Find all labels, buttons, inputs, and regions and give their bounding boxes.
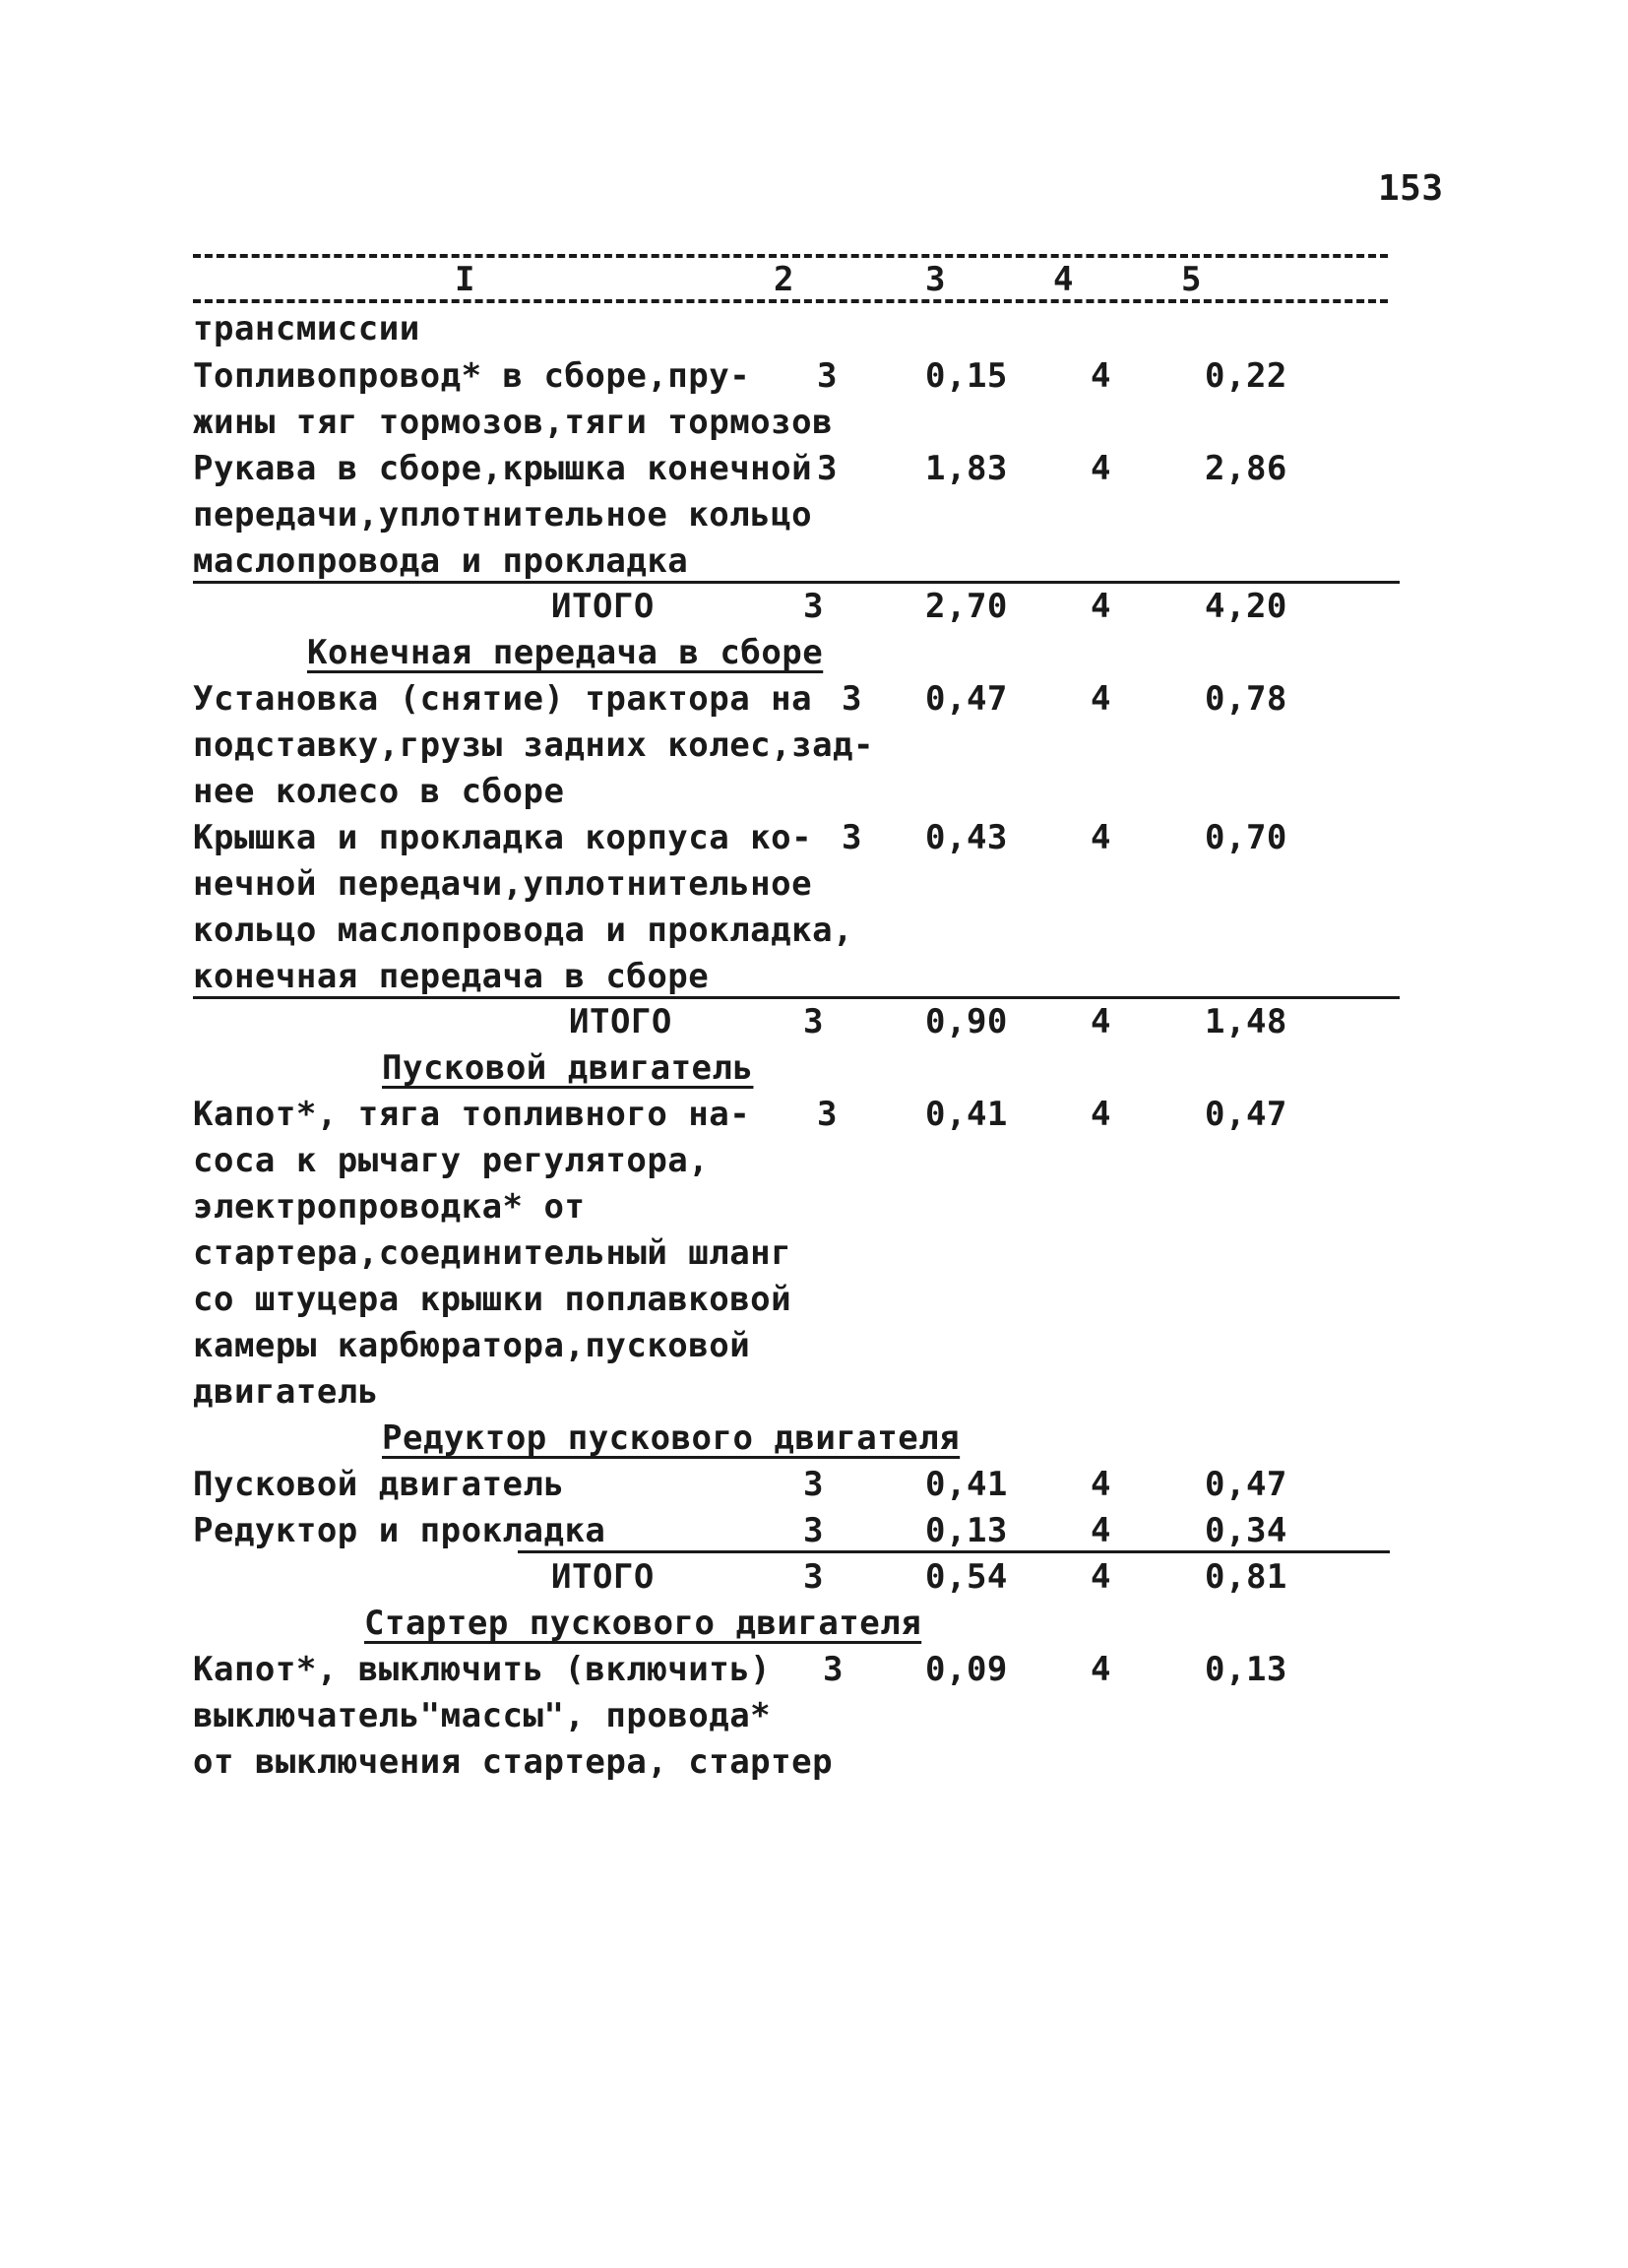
row-description-line: соса к рычагу регулятора, <box>193 1141 710 1180</box>
total-value-col5: 0,81 <box>1205 1557 1287 1597</box>
row-value-col4: 4 <box>1091 679 1111 719</box>
row-value-col5: 0,22 <box>1205 356 1287 396</box>
total-value-col4: 4 <box>1091 587 1111 626</box>
row-value-col5: 0,70 <box>1205 818 1287 857</box>
row-value-col4: 4 <box>1091 449 1111 488</box>
row-description-line: маслопровода и прокладка <box>193 541 689 581</box>
row-value-col4: 4 <box>1091 818 1111 857</box>
row-description-line: двигатель <box>193 1372 379 1412</box>
row-description-line: нее колесо в сборе <box>193 772 565 811</box>
total-value-col2: 3 <box>803 587 824 626</box>
row-description-line: Капот*, выключить (включить) <box>193 1650 772 1689</box>
row-value-col3: 0,13 <box>925 1511 1008 1550</box>
row-value-col2: 3 <box>817 1095 838 1134</box>
section-heading: Пусковой двигатель <box>382 1048 754 1088</box>
total-value-col3: 0,54 <box>925 1557 1008 1597</box>
row-description-line: электропроводка* от <box>193 1187 586 1227</box>
total-label: ИТОГО <box>569 1002 672 1041</box>
total-value-col4: 4 <box>1091 1557 1111 1597</box>
subtotal-rule <box>193 581 1400 584</box>
row-description-line: Рукава в сборе,крышка конечной <box>193 449 813 488</box>
row-description-line: Установка (снятие) трактора на <box>193 679 813 719</box>
total-value-col5: 4,20 <box>1205 587 1287 626</box>
row-description-line: подставку,грузы задних колес,зад- <box>193 725 875 765</box>
row-description-line: Капот*, тяга топливного на- <box>193 1095 751 1134</box>
row-description-line: камеры карбюратора,пусковой <box>193 1326 751 1365</box>
row-description-line: Редуктор и прокладка <box>193 1511 606 1550</box>
header-rule-top <box>193 254 1388 258</box>
row-value-col5: 0,47 <box>1205 1465 1287 1504</box>
total-value-col4: 4 <box>1091 1002 1111 1041</box>
col-header-3: 3 <box>925 260 946 299</box>
row-description-line: выключатель"массы", провода* <box>193 1696 772 1735</box>
total-label: ИТОГО <box>551 1557 655 1597</box>
row-description-line: кольцо маслопровода и прокладка, <box>193 911 854 950</box>
row-description-line: нечной передачи,уплотнительное <box>193 864 813 904</box>
row-value-col2: 3 <box>823 1650 844 1689</box>
total-value-col2: 3 <box>803 1002 824 1041</box>
row-value-col2: 3 <box>842 679 862 719</box>
row-value-col2: 3 <box>842 818 862 857</box>
row-value-col4: 4 <box>1091 1650 1111 1689</box>
row-value-col3: 0,09 <box>925 1650 1008 1689</box>
row-value-col4: 4 <box>1091 356 1111 396</box>
section-heading: Стартер пускового двигателя <box>364 1604 922 1643</box>
row-value-col2: 3 <box>817 356 838 396</box>
subtotal-rule <box>193 996 1400 999</box>
row-value-col3: 0,43 <box>925 818 1008 857</box>
row-description-line: передачи,уплотнительное кольцо <box>193 495 813 535</box>
subtotal-rule <box>518 1550 1390 1553</box>
row-description-line: Пусковой двигатель <box>193 1465 565 1504</box>
total-value-col2: 3 <box>803 1557 824 1597</box>
row-value-col4: 4 <box>1091 1465 1111 1504</box>
row-value-col4: 4 <box>1091 1095 1111 1134</box>
row-value-col2: 3 <box>803 1465 824 1504</box>
total-value-col5: 1,48 <box>1205 1002 1287 1041</box>
row-value-col3: 0,41 <box>925 1465 1008 1504</box>
row-value-col4: 4 <box>1091 1511 1111 1550</box>
row-value-col5: 0,13 <box>1205 1650 1287 1689</box>
row-description-line: со штуцера крышки поплавковой <box>193 1280 792 1319</box>
col-header-1: I <box>455 260 475 299</box>
row-description-line: Топливопровод* в сборе,пру- <box>193 356 751 396</box>
row-value-col5: 0,47 <box>1205 1095 1287 1134</box>
row-value-col2: 3 <box>817 449 838 488</box>
row-value-col5: 0,78 <box>1205 679 1287 719</box>
page-number: 153 <box>1378 168 1444 209</box>
header-rule-bottom <box>193 299 1388 303</box>
row-value-col5: 2,86 <box>1205 449 1287 488</box>
total-value-col3: 0,90 <box>925 1002 1008 1041</box>
row-value-col3: 0,41 <box>925 1095 1008 1134</box>
row-value-col3: 0,47 <box>925 679 1008 719</box>
row-value-col3: 0,15 <box>925 356 1008 396</box>
row-value-col3: 1,83 <box>925 449 1008 488</box>
row-description-line: Крышка и прокладка корпуса ко- <box>193 818 813 857</box>
row-description-line: от выключения стартера, стартер <box>193 1742 834 1782</box>
total-label: ИТОГО <box>551 587 655 626</box>
col-header-2: 2 <box>774 260 794 299</box>
row-description-line: стартера,соединительный шланг <box>193 1233 792 1273</box>
section-heading: Конечная передача в сборе <box>307 633 824 672</box>
col-header-5: 5 <box>1181 260 1202 299</box>
col-header-4: 4 <box>1053 260 1074 299</box>
row-description-line: конечная передача в сборе <box>193 957 710 996</box>
row-value-col5: 0,34 <box>1205 1511 1287 1550</box>
total-value-col3: 2,70 <box>925 587 1008 626</box>
row-description-line: трансмиссии <box>193 309 420 348</box>
row-value-col2: 3 <box>803 1511 824 1550</box>
row-description-line: жины тяг тормозов,тяги тормозов <box>193 403 834 442</box>
section-heading: Редуктор пускового двигателя <box>382 1418 961 1458</box>
